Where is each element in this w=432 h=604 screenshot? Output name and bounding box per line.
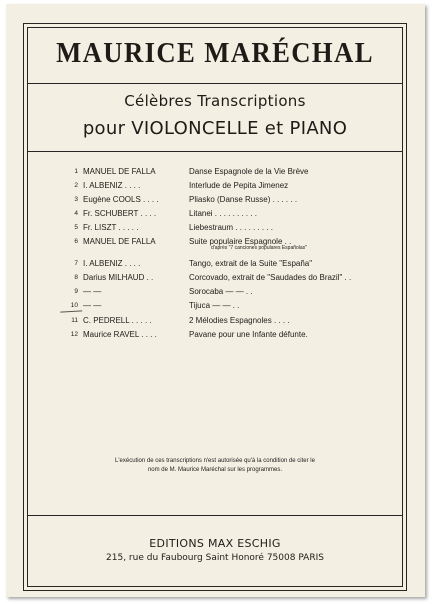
composer-name: C. PEDRELL . . . . . xyxy=(83,316,152,325)
work-number: 10 xyxy=(70,302,78,309)
composer-name: Fr. SCHUBERT . . . . xyxy=(83,209,157,218)
work-number: 1 xyxy=(74,168,78,175)
work-number: 4 xyxy=(74,210,78,217)
work-title: Litanei . . . . . . . . . . xyxy=(189,209,258,218)
notice-line: L'exécution de ces transcriptions n'est autorisée qu'à la condition de citer le xyxy=(115,458,315,464)
list-item xyxy=(60,194,360,206)
composer-name: Eugène COOLS . . . . xyxy=(83,195,159,204)
composer-name: MANUEL DE FALLA xyxy=(83,237,156,246)
pencil-underline-mark xyxy=(60,300,83,312)
publisher-address: 215, rue du Faubourg Saint Honoré 75008 PARIS xyxy=(106,553,324,563)
composer-name: I. ALBENIZ . . . . xyxy=(83,259,141,268)
work-number: 6 xyxy=(74,238,78,245)
work-title: Liebestraum . . . . . . . . . xyxy=(189,223,274,232)
work-title: Danse Espagnole de la Vie Brève xyxy=(189,167,309,176)
header-divider xyxy=(27,83,403,84)
list-item xyxy=(60,300,360,312)
work-source-note: d'après "7 canciones populares Españolas" xyxy=(211,245,307,251)
work-title: Pavane pour une Infante défunte. xyxy=(189,330,308,339)
work-title: Interlude de Pepita Jimenez xyxy=(189,181,289,190)
composer-name: I. ALBENIZ . . . . xyxy=(83,181,141,190)
list-item xyxy=(60,329,360,341)
list-item xyxy=(60,166,360,178)
work-title: Suite populaire Espagnole . . xyxy=(189,237,292,246)
work-title: Corcovado, extrait de "Saudades do Brazil" . . xyxy=(189,273,352,282)
instrumentation: pour VIOLONCELLE et PIANO xyxy=(82,118,348,139)
list-item xyxy=(60,222,360,234)
work-title: Tijuca — — . . xyxy=(189,301,240,310)
composer-name: Fr. LISZT . . . . . xyxy=(83,223,139,232)
composer-name: Darius MILHAUD . . xyxy=(83,273,154,282)
page-subtitle: Célèbres Transcriptions xyxy=(124,92,306,110)
list-item xyxy=(60,208,360,220)
work-number: 8 xyxy=(74,274,78,281)
list-item xyxy=(60,272,360,284)
list-item xyxy=(60,258,360,270)
list-item xyxy=(60,180,360,192)
composer-name: Maurice RAVEL . . . . xyxy=(83,330,157,339)
work-number: 3 xyxy=(74,196,78,203)
work-number: 7 xyxy=(74,260,78,267)
work-title: 2 Mélodies Espagnoles . . . . xyxy=(189,316,290,325)
works-divider xyxy=(27,151,403,152)
performance-notice xyxy=(70,457,360,475)
composer-name: MANUEL DE FALLA xyxy=(83,167,156,176)
publisher-name: EDITIONS MAX ESCHIG xyxy=(149,537,281,550)
work-title: Tango, extrait de la Suite "España" xyxy=(189,259,313,268)
list-item xyxy=(60,286,360,298)
footer-divider xyxy=(27,515,403,516)
list-item xyxy=(60,236,360,258)
composer-name: — — xyxy=(83,287,102,296)
work-number: 2 xyxy=(74,182,78,189)
work-number: 12 xyxy=(70,331,78,338)
work-number: 9 xyxy=(74,288,78,295)
work-title: Sorocaba — — . . xyxy=(189,287,253,296)
work-number: 11 xyxy=(71,317,78,324)
work-number: 5 xyxy=(74,224,78,231)
notice-line: nom de M. Maurice Maréchal sur les programmes. xyxy=(147,467,283,473)
page-title: MAURICE MARÉCHAL xyxy=(56,37,374,69)
composer-name: — — xyxy=(83,301,102,310)
list-item xyxy=(60,315,360,327)
work-title: Pliasko (Danse Russe) . . . . . . xyxy=(189,195,298,204)
